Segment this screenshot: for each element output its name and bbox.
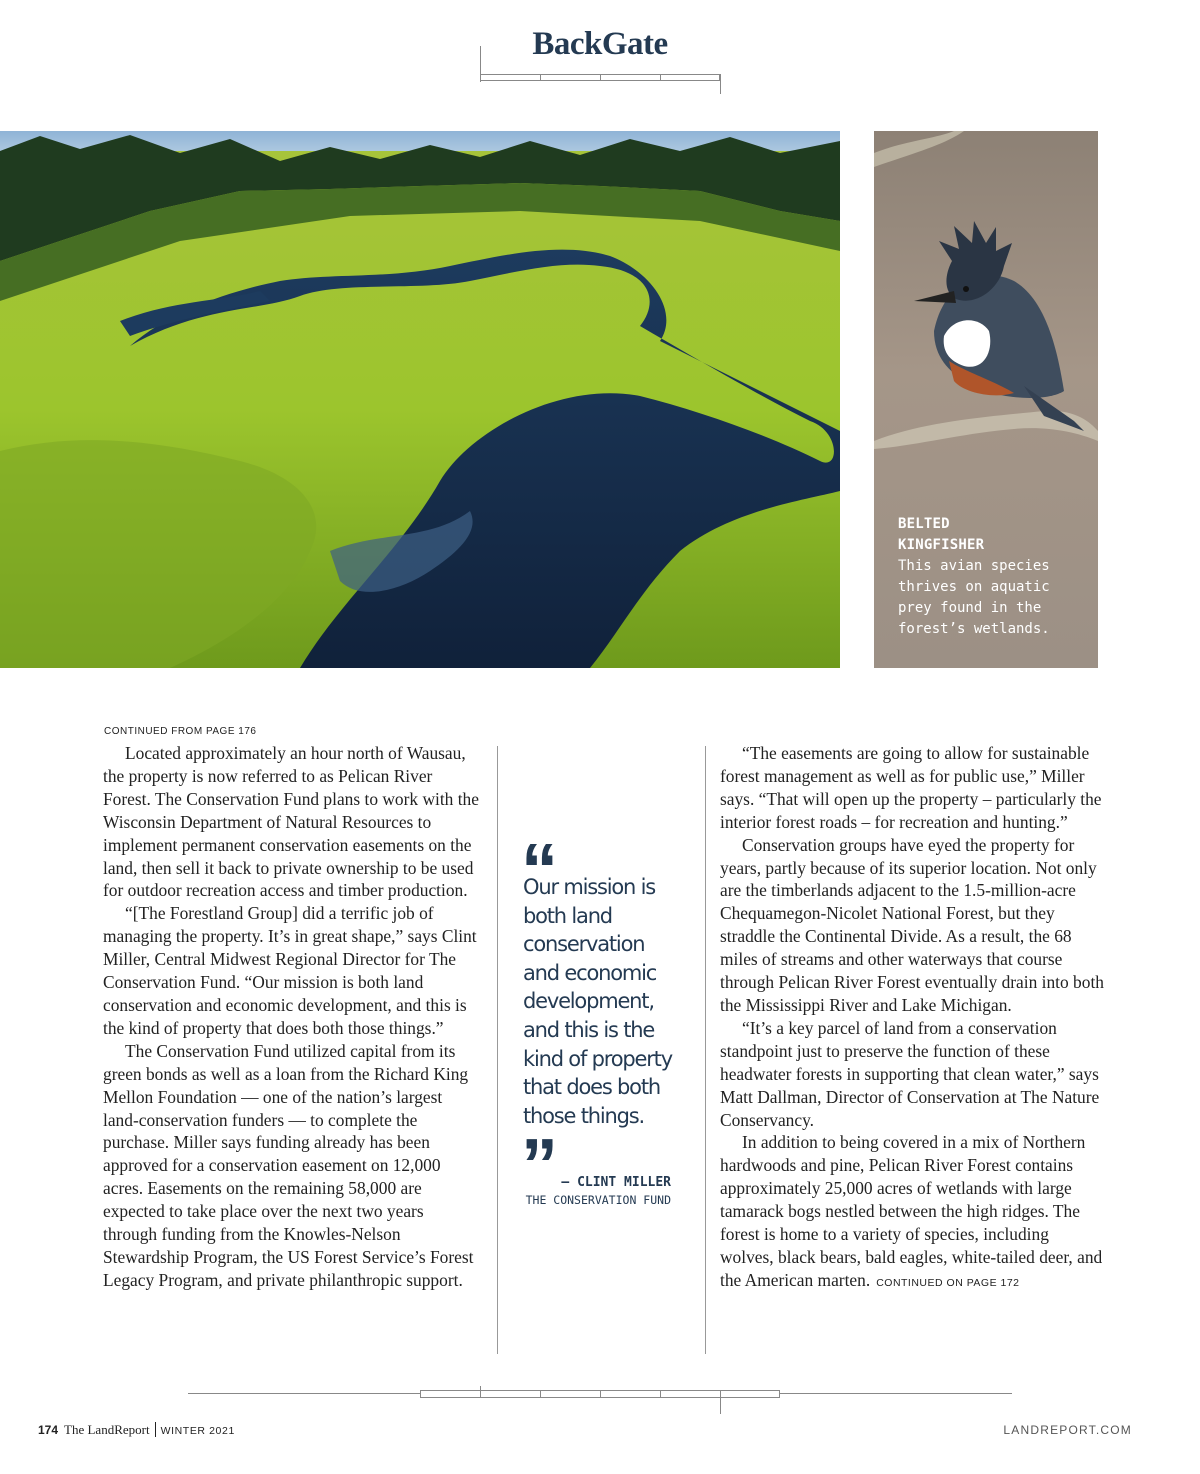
final-paragraph-text: In addition to being covered in a mix of Northern hardwoods and pine, Pelican River Forest contains approximately 25,000 acres of wetlands with large tamarack bogs nestled between the high ridges. The forest is home to a variety of species, including wolves, black bears, bald eagles, white-tailed deer, and the American marten. [720, 1132, 1103, 1290]
website-link[interactable]: LANDREPORT.COM [1003, 1423, 1132, 1437]
continued-on: CONTINUED ON PAGE 172 [876, 1276, 1020, 1289]
paragraph: “It’s a key parcel of land from a conservation standpoint just to preserve the function of these headwater forests in supporting that clean water,” says Matt Dallman, Director of Conservation at The Nature Conservancy. [720, 1017, 1100, 1130]
paragraph: “The easements are going to allow for sustainable forest management as well as for public use,” Miller says. “That will open up the property – particularly the interior forest roads – for recreation and hunting.” [720, 743, 1102, 832]
pull-quote-attribution-org: THE CONSERVATION FUND [525, 1193, 671, 1207]
header-rule-tick-b [600, 74, 601, 81]
caption-title-line1: BELTED [898, 516, 950, 532]
pull-quote-text: Our mission is both land conservation and economic development, and this is the kind of property that does both those things. [523, 875, 672, 1128]
page-number: 174 [38, 1423, 59, 1437]
paragraph: “[The Forestland Group] did a terrific job of managing the property. It’s in great shape,” says Clint Miller, Central Midwest Regional Director for The Conservation Fund. “Our mission is both land conservation and economic development, and this is the kind of property that does both those things.” [103, 903, 477, 1038]
paragraph: Located approximately an hour north of Wausau, the property is now referred to as Pelican River Forest. The Conservation Fund plans to work with the Wisconsin Department of Natural Resources to implement permanent conservation easements on the land, then sell it back to private ownership to be used for outdoor recreation access and timber production. [103, 743, 479, 901]
open-quote-mark: “ [521, 828, 558, 911]
photo-caption [898, 514, 1088, 640]
publication-name: The LandReport [64, 1422, 150, 1437]
footer-rule-tick-b [540, 1390, 541, 1398]
paragraph: Conservation groups have eyed the property for years, partly because of its superior location. Not only are the timberlands adjacent to the 1.5-million-acre Chequamegon-Nicolet National Forest, but they straddle the Continental Divide. As a result, the 68 miles of streams and other waterways that course through Pelican River Forest eventually drain into both the Mississippi River and Lake Michigan. [720, 834, 1104, 1015]
footer-separator [155, 1422, 156, 1437]
wetland-photo [0, 131, 840, 668]
caption-text: This avian species thrives on aquatic prey found in the forest’s wetlands. [898, 558, 1050, 637]
paragraph [720, 1131, 1104, 1294]
close-quote-mark: ” [521, 1123, 558, 1206]
footer-left [38, 1422, 235, 1438]
paragraph: The Conservation Fund utilized capital from its green bonds as well as a loan from the Richard King Mellon Foundation — one of the nation’s largest land-conservation funders — to complete the purchase. Miller says funding already has been approved for a conservation easement on 12,000 acres. Easements on the remaining 58,000 are expected to take place over the next two years through funding from the Knowles-Nelson Stewardship Program, the US Forest Service’s Forest Legacy Program, and private philanthropic support. [103, 1040, 474, 1290]
continued-from: CONTINUED FROM PAGE 176 [104, 726, 257, 737]
header-rule-end [720, 74, 721, 94]
column-divider-right [705, 746, 706, 1354]
right-column [720, 742, 1104, 1295]
footer-rule-tick-d [660, 1390, 661, 1398]
header-rule-tick-a [540, 74, 541, 81]
left-column [103, 742, 481, 1292]
footer-rule-tick-e [720, 1390, 721, 1414]
footer-rule-tick-c [600, 1390, 601, 1398]
section-title: BackGate [532, 26, 668, 62]
caption-title-line2: KINGFISHER [898, 537, 985, 553]
footer-rule-tick-a [480, 1386, 481, 1398]
pull-quote-attribution-name: — CLINT MILLER [561, 1175, 671, 1190]
header-rule-tick-c [660, 74, 661, 81]
column-divider-left [497, 746, 498, 1354]
issue-label: WINTER 2021 [160, 1425, 235, 1437]
